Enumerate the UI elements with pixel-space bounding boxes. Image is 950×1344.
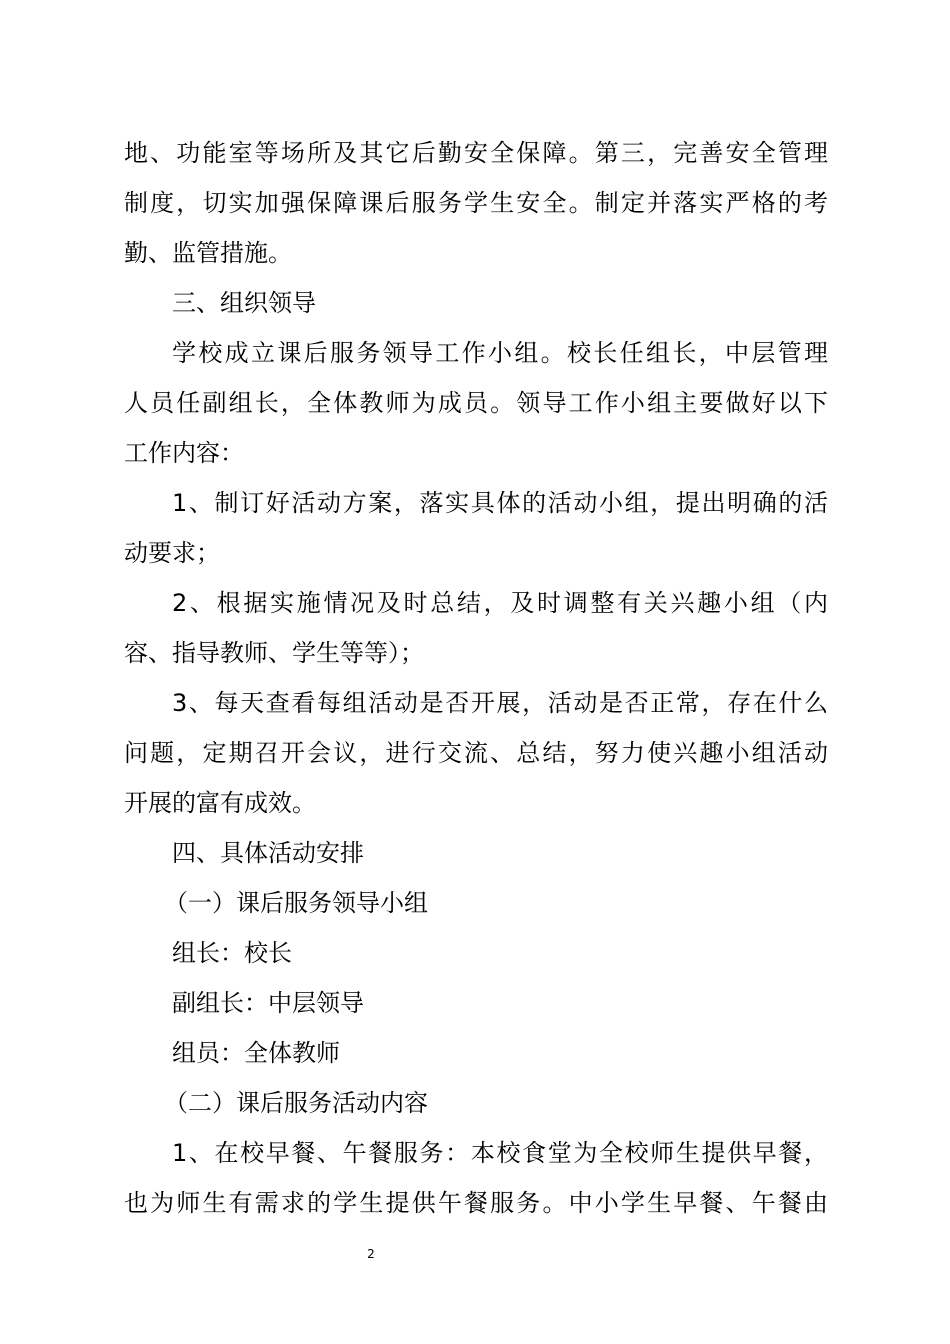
subsection-heading: （二）课后服务活动内容 (164, 1089, 428, 1117)
text-line: 学校成立课后服务领导工作小组。校长任组长，中层管理 (172, 339, 828, 367)
text-line: 人员任副组长，全体教师为成员。领导工作小组主要做好以下 (124, 389, 828, 417)
text-line: 组员：全体教师 (172, 1039, 340, 1067)
body-text (124, 128, 828, 1228)
text-line: 也为师生有需求的学生提供午餐服务。中小学生早餐、午餐由 (124, 1189, 828, 1217)
text-line: 容、指导教师、学生等等）； (124, 639, 424, 667)
text-line: 组长：校长 (172, 939, 292, 967)
text-line: 勤、监管措施。 (124, 239, 292, 267)
section-heading: 四、具体活动安排 (172, 839, 364, 867)
list-item: 1、制订好活动方案，落实具体的活动小组，提出明确的活 (172, 489, 828, 517)
page-number: 2 (367, 1247, 375, 1261)
text-line: 开展的富有成效。 (124, 789, 316, 817)
list-item: 1、在校早餐、午餐服务：本校食堂为全校师生提供早餐， (172, 1139, 828, 1167)
text-line: 制度，切实加强保障课后服务学生安全。制定并落实严格的考 (124, 189, 828, 217)
section-heading: 三、组织领导 (172, 289, 316, 317)
text-line: 副组长：中层领导 (172, 989, 364, 1017)
text-line: 问题，定期召开会议，进行交流、总结，努力使兴趣小组活动 (124, 739, 828, 767)
subsection-heading: （一）课后服务领导小组 (164, 889, 428, 917)
list-item: 2、根据实施情况及时总结，及时调整有关兴趣小组（内 (172, 589, 828, 617)
text-line: 地、功能室等场所及其它后勤安全保障。第三，完善安全管理 (124, 139, 828, 167)
text-line: 工作内容： (124, 439, 244, 467)
list-item: 3、每天查看每组活动是否开展，活动是否正常，存在什么 (172, 689, 828, 717)
text-line: 动要求； (124, 539, 220, 567)
